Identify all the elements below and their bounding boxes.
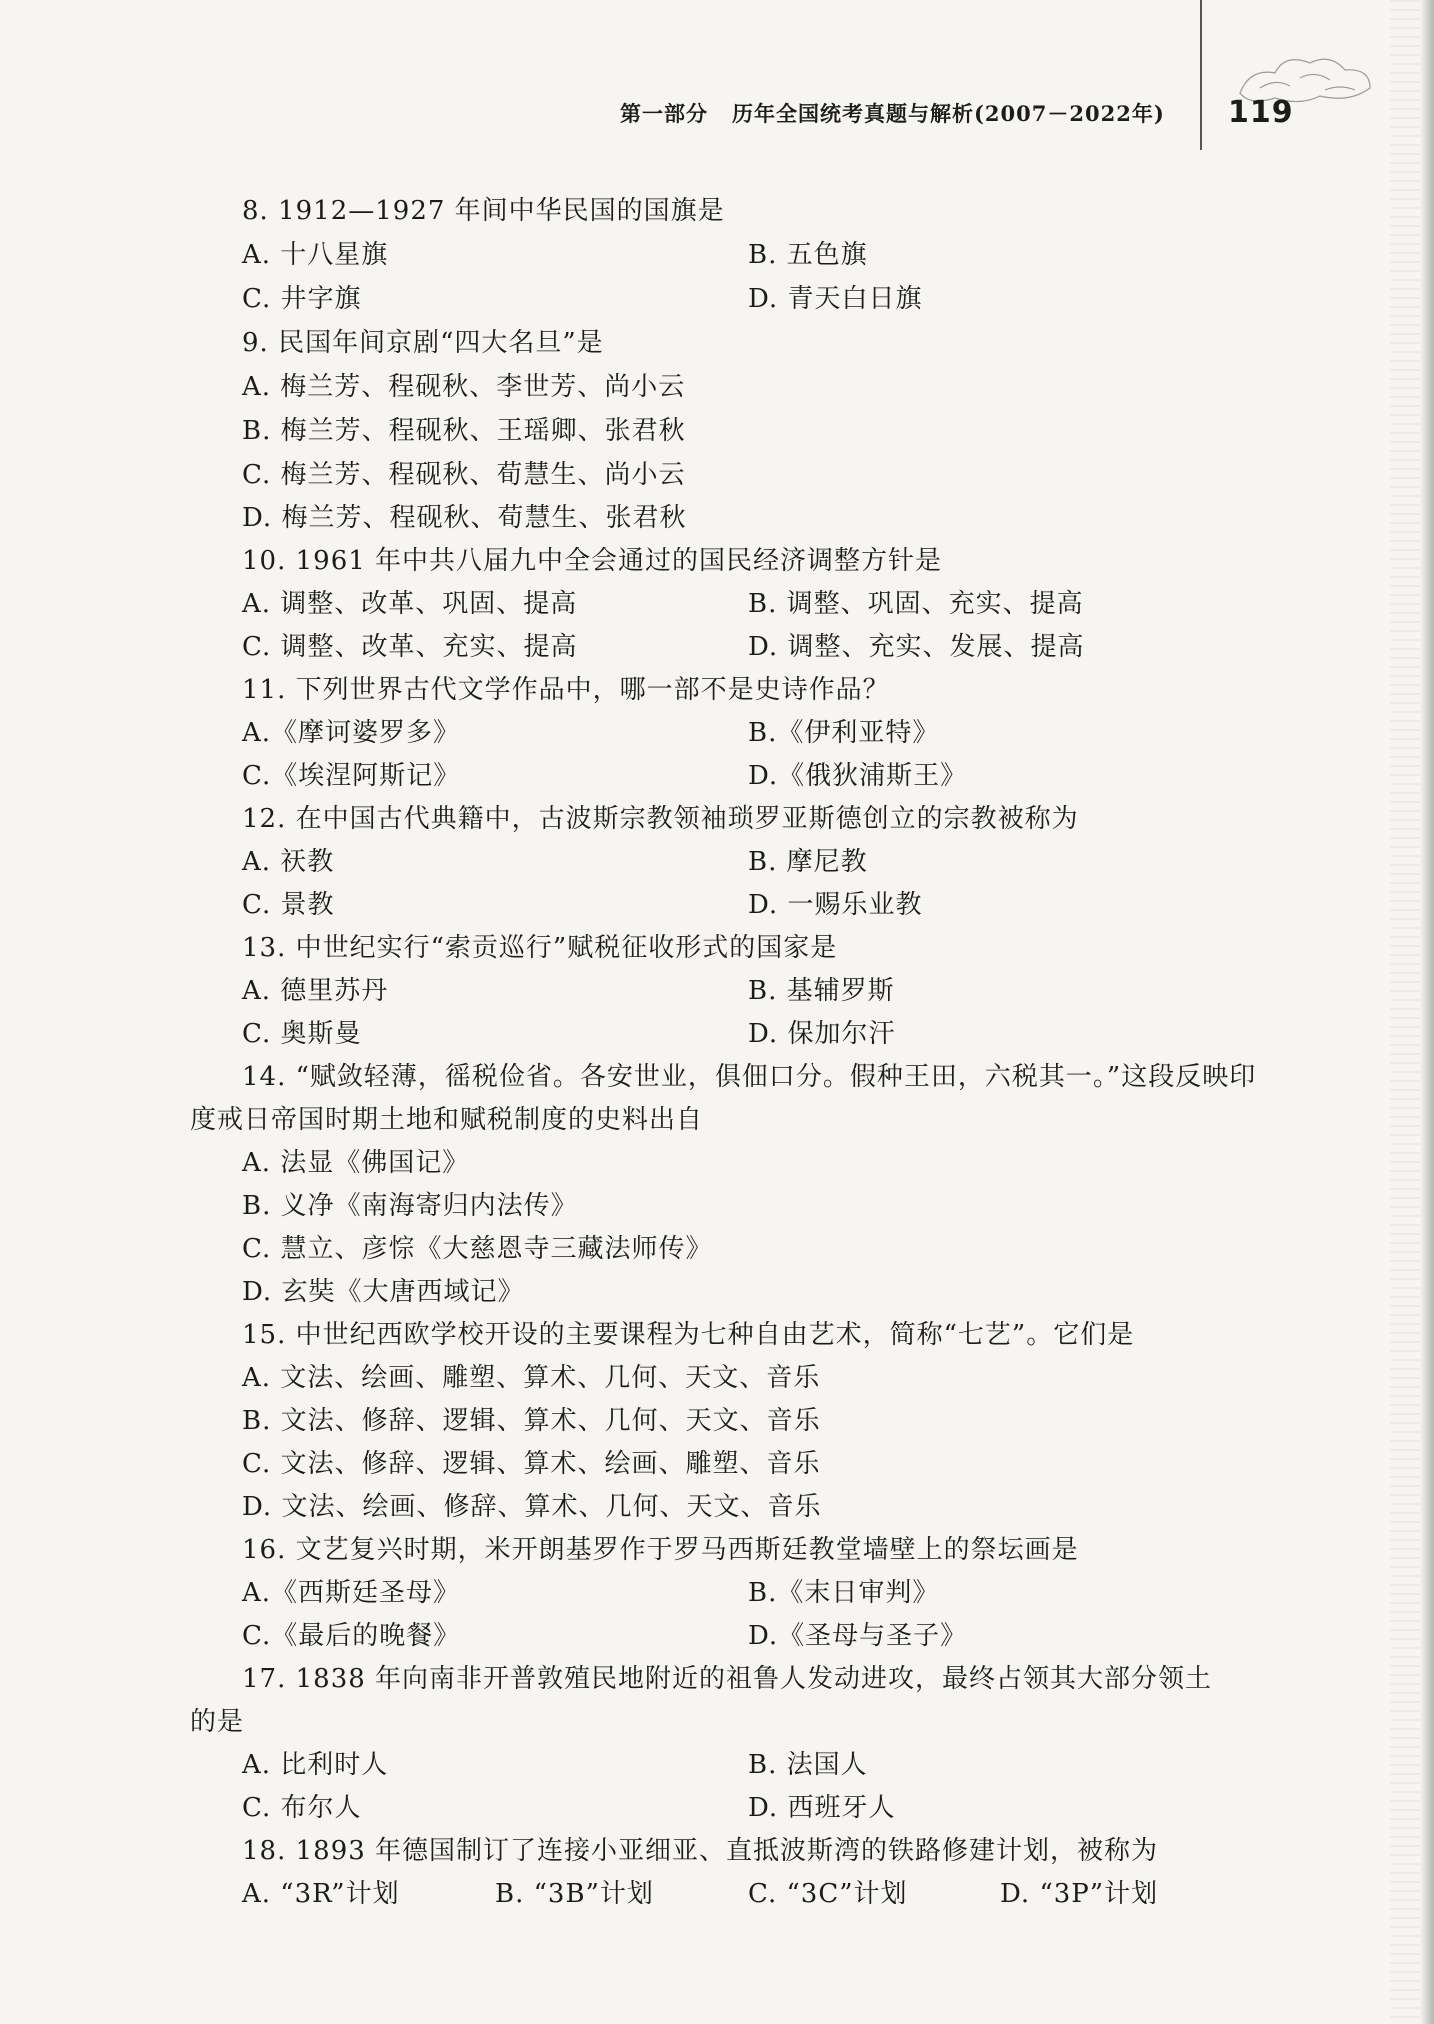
option-c: C.《埃涅阿斯记》 [242,761,461,791]
option-b: B.《末日审判》 [748,1578,940,1608]
option-b: B. 法国人 [748,1750,868,1780]
option-c: C. 调整、改革、充实、提高 [242,632,578,662]
option-a: A. “3R”计划 [242,1879,400,1909]
option-a: A.《摩诃婆罗多》 [242,718,461,748]
option-c: C. 慧立、彦悰《大慈恩寺三藏法师传》 [242,1234,713,1264]
option-b: B. 五色旗 [748,240,868,270]
header-part: 第一部分 [620,101,708,126]
option-d: D.《圣母与圣子》 [748,1621,968,1651]
option-d: D. 一赐乐业教 [748,890,923,920]
question-stem: 13. 中世纪实行“索贡巡行”赋税征收形式的国家是 [242,933,838,963]
option-b: B. 摩尼教 [748,847,868,877]
option-b: B. 调整、巩固、充实、提高 [748,589,1084,619]
option-b: B. “3B”计划 [495,1879,654,1909]
option-a: A. 祆教 [242,847,335,877]
option-d: D. 玄奘《大唐西域记》 [242,1277,525,1307]
option-a: A. 比利时人 [242,1750,389,1780]
question-stem: 9. 民国年间京剧“四大名旦”是 [242,328,604,358]
option-c: C. 布尔人 [242,1793,362,1823]
option-d: D. 保加尔汗 [748,1019,896,1049]
question-stem: 12. 在中国古代典籍中，古波斯宗教领袖琐罗亚斯德创立的宗教被称为 [242,804,1079,834]
question-stem: 16. 文艺复兴时期，米开朗基罗作于罗马西斯廷教堂墙壁上的祭坛画是 [242,1535,1079,1565]
scan-edge-texture [1390,0,1420,2024]
option-d: D.《俄狄浦斯王》 [748,761,968,791]
question-stem: 14. “赋敛轻薄，徭税俭省。各安世业，俱佃口分。假种王田，六税其一。”这段反映印 [242,1062,1257,1092]
question-stem: 18. 1893 年德国制订了连接小亚细亚、直抵波斯湾的铁路修建计划，被称为 [242,1836,1159,1866]
option-d: D. 梅兰芳、程砚秋、荀慧生、张君秋 [242,503,687,533]
option-c: C.《最后的晚餐》 [242,1621,461,1651]
option-b: B. 文法、修辞、逻辑、算术、几何、天文、音乐 [242,1406,821,1436]
question-stem: 15. 中世纪西欧学校开设的主要课程为七种自由艺术，简称“七艺”。它们是 [242,1320,1135,1350]
header-title: 历年全国统考真题与解析(2007－2022年) [732,101,1165,126]
option-a: A. 梅兰芳、程砚秋、李世芳、尚小云 [242,372,686,402]
option-a: A. 文法、绘画、雕塑、算术、几何、天文、音乐 [242,1363,821,1393]
question-stem: 11. 下列世界古代文学作品中，哪一部不是史诗作品？ [242,675,890,705]
option-d: D. 文法、绘画、修辞、算术、几何、天文、音乐 [242,1492,822,1522]
option-c: C. 梅兰芳、程砚秋、荀慧生、尚小云 [242,460,686,490]
option-c: C. “3C”计划 [748,1879,908,1909]
option-a: A. 德里苏丹 [242,976,389,1006]
option-b: B. 基辅罗斯 [748,976,895,1006]
question-stem-continued: 的是 [190,1707,245,1737]
page-number: 119 [1228,95,1294,130]
option-d: D. 调整、充实、发展、提高 [748,632,1085,662]
option-d: D. 西班牙人 [748,1793,896,1823]
option-a: A. 十八星旗 [242,240,389,270]
option-a: A. 调整、改革、巩固、提高 [242,589,578,619]
option-c: C. 文法、修辞、逻辑、算术、绘画、雕塑、音乐 [242,1449,821,1479]
option-a: A.《西斯廷圣母》 [242,1578,461,1608]
question-stem: 17. 1838 年向南非开普敦殖民地附近的祖鲁人发动进攻，最终占领其大部分领土 [242,1664,1213,1694]
question-stem-continued: 度戒日帝国时期土地和赋税制度的史料出自 [190,1105,704,1135]
header-divider [1200,0,1202,150]
running-header [620,98,1165,128]
question-stem: 10. 1961 年中共八届九中全会通过的国民经济调整方针是 [242,546,943,576]
option-b: B.《伊利亚特》 [748,718,940,748]
question-stem: 8. 1912—1927 年间中华民国的国旗是 [242,196,725,226]
option-c: C. 奥斯曼 [242,1019,362,1049]
option-d: D. “3P”计划 [1000,1879,1159,1909]
option-b: B. 梅兰芳、程砚秋、王瑶卿、张君秋 [242,416,686,446]
option-b: B. 义净《南海寄归内法传》 [242,1191,578,1221]
option-c: C. 井字旗 [242,284,362,314]
option-c: C. 景教 [242,890,335,920]
scan-edge-shadow [1420,0,1434,2024]
option-a: A. 法显《佛国记》 [242,1148,470,1178]
option-d: D. 青天白日旗 [748,284,923,314]
